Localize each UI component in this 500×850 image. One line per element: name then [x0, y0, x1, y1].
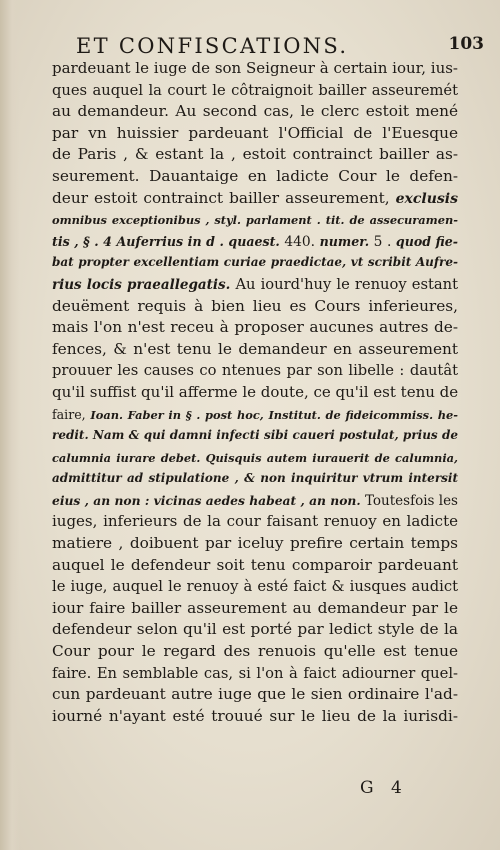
page-number: 103	[448, 34, 484, 54]
text-line	[52, 511, 458, 533]
running-title: ET CONFISCATIONS.	[76, 34, 349, 58]
text-run: Cour pour le regard des renuois qu'elle est tenue	[52, 642, 458, 661]
text-line	[52, 80, 458, 102]
text-run: auquel le defendeur soit tenu comparoir pardeuant	[52, 555, 458, 574]
text-run: iuges, inferieurs de la cour faisant renuoy en ladicte	[52, 512, 458, 531]
text-line	[52, 58, 458, 80]
text-line	[52, 274, 458, 296]
text-line	[52, 123, 458, 145]
text-line	[52, 144, 458, 166]
text-line	[52, 684, 458, 706]
text-run: Toutesfois les	[360, 492, 458, 509]
text-line	[52, 404, 458, 426]
italic-citation: redit. Nam & qui damni infecti sibi caueri postulat, prius de	[52, 428, 458, 443]
text-run: deur estoit contrainct bailler asseurement,	[52, 188, 396, 207]
text-line	[52, 425, 458, 447]
text-line	[52, 317, 458, 339]
running-head	[76, 30, 484, 58]
text-run: de Paris , & estant la , estoit contrainct bailler as-	[52, 145, 458, 164]
text-run: faire,	[52, 406, 91, 422]
text-line	[52, 360, 458, 382]
text-run: le iuge, auquel le renuoy à esté faict & iusques audict	[52, 578, 458, 596]
text-line	[52, 252, 458, 274]
text-line	[52, 619, 458, 641]
italic-citation: bat propter excellentiam curiae praedictae, vt scribit Aufre-	[52, 255, 458, 270]
text-run: qu'il suffist qu'il afferme le doute, ce qu'il est tenu de	[52, 382, 458, 401]
text-run: faire. En semblable cas, si l'on à faict adiourner quel-	[52, 664, 458, 682]
text-line	[52, 166, 458, 188]
text-run: matiere , doibuent par iceluy prefire certain temps	[52, 534, 458, 553]
text-line	[52, 209, 458, 231]
text-run: defendeur selon qu'il est porté par ledict style de la	[52, 620, 458, 639]
italic-citation: numer.	[319, 233, 370, 249]
text-run: seurement. Dauantaige en ladicte Cour le defen-	[52, 166, 458, 185]
text-line	[52, 468, 458, 490]
text-line	[52, 101, 458, 123]
text-run: fences, & n'est tenu le demandeur en asseurement	[52, 339, 458, 358]
italic-citation: exclusis	[395, 190, 458, 207]
text-run: pardeuant le iuge de son Seigneur à certain iour, ius-	[52, 59, 458, 77]
text-line	[52, 339, 458, 361]
text-line	[52, 663, 458, 685]
text-run: prouuer les causes co ntenues par son libelle : dautât	[52, 362, 458, 380]
text-run: deuëment requis à bien lieu es Cours inferieures,	[52, 296, 458, 315]
italic-citation: admittitur ad stipulatione , & non inquiritur vtrum intersit	[52, 471, 458, 486]
italic-citation: rius locis praeallegatis.	[52, 276, 231, 293]
text-run: mais l'on n'est receu à proposer aucunes autres de-	[52, 318, 458, 337]
text-line	[52, 447, 458, 469]
text-line	[52, 188, 458, 210]
text-line	[52, 576, 458, 598]
text-line	[52, 555, 458, 577]
body-text	[52, 58, 458, 727]
italic-citation: omnibus exceptionibus , styl. parlament . tit. de assecuramen-	[52, 213, 458, 228]
text-line	[52, 382, 458, 404]
text-run: iour faire bailler asseurement au demandeur par le	[52, 598, 458, 617]
text-run: ques auquel la court le côtraignoit bailler asseuremét	[52, 81, 458, 99]
italic-citation: Auferrius in d . quaest.	[116, 233, 280, 249]
text-line	[52, 533, 458, 555]
italic-citation: Ioan. Faber in § . post hoc, Institut. de fideicommiss. he-	[90, 407, 458, 422]
italic-citation: quod fie-	[395, 233, 458, 249]
text-line	[52, 231, 458, 253]
text-line	[52, 598, 458, 620]
text-run: au demandeur. Au second cas, le clerc estoit mené	[52, 102, 458, 121]
signature-mark: G 4	[360, 778, 408, 798]
text-line	[52, 490, 458, 512]
text-line	[52, 296, 458, 318]
text-run: cun pardeuant autre iuge que le sien ordinaire l'ad-	[52, 685, 458, 704]
page-edge-shadow	[0, 0, 20, 850]
text-run: iourné n'ayant esté trouué sur le lieu de la iurisdi-	[52, 706, 458, 725]
text-run: par vn huissier pardeuant l'Official de l'Euesque	[52, 123, 458, 142]
text-run: Au iourd'huy le renuoy estant	[230, 275, 458, 293]
italic-citation: eius , an non : vicinas aedes habeat , an non.	[52, 492, 361, 508]
text-line	[52, 706, 458, 728]
italic-citation: tis , § . 4	[52, 233, 117, 249]
italic-citation: calumnia iurare debet. Quisquis autem iurauerit de calumnia,	[52, 450, 458, 465]
text-line	[52, 641, 458, 663]
text-run: 5 .	[369, 233, 396, 250]
text-run: 440.	[279, 233, 320, 250]
